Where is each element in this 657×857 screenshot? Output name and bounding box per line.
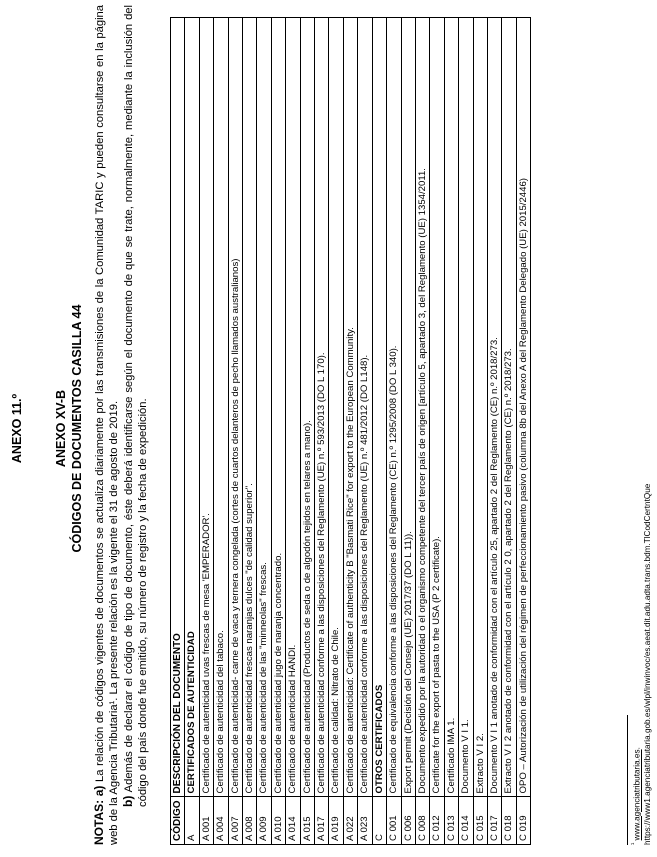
table-row [286,18,300,845]
note-b-marker: b) [121,795,135,807]
footnote-divider [627,715,628,845]
code-cell: C 017 [487,797,501,845]
table-row [444,18,458,845]
agencia-tributaria-link[interactable]: www.agenciatributaria.es [632,749,642,841]
description-cell: Certificado de autenticidad- carne de vaca y ternera congelada (cortes de cuartos delanteros de pecho llamados australianos) [228,18,242,797]
code-cell: A 023 [358,797,372,845]
code-cell: C 018 [502,797,516,845]
code-cell: A 015 [300,797,314,845]
note-a-marker: a) [92,785,106,797]
annex-subtitle: ANEXO XV-B [54,389,68,468]
code-cell: C [372,797,386,845]
table-row [473,18,487,845]
code-cell: A 019 [329,797,343,845]
description-column-header: DESCRIPCIÓN DEL DOCUMENTO [171,18,185,797]
description-cell: Documento V I 1 anotado de conformidad con el artículo 25, apartado 2 del Reglamento (CE) n.º 2018/273. [487,18,501,797]
taric-url[interactable]: https://www1.agenciatributaria.gob.es/wlpl/inwinvoc/es.aeat.dit.adu.adta.trans.bdm.TlCodCertntQue [642,483,652,845]
description-cell: Certificado de autenticidad uvas frescas de mesa 'EMPERADOR'. [199,18,213,797]
code-cell: C 008 [415,797,429,845]
table-body [185,18,531,845]
code-cell: A 022 [343,797,357,845]
table-row [343,18,357,845]
table-row [502,18,516,845]
code-cell: A 010 [271,797,285,845]
code-cell: C 014 [459,797,473,845]
description-cell: Certificado de autenticidad HANDI. [286,18,300,797]
description-cell: Certificado de autenticidad frescas naranjas dulces "de calidad superior". [243,18,257,797]
description-cell: Certificado de autenticidad jugo de naranja concentrado. [271,18,285,797]
description-cell: Documento V I 1. [459,18,473,797]
footnote-marker: ¹ [631,842,638,845]
code-cell: A 014 [286,797,300,845]
description-cell: Certificado de autenticidad conforme a las disposiciones del Reglamento (UE) n.º 593/2013 (DO L 170). [315,18,329,797]
footnote [630,484,653,845]
description-cell: Certificado de equivalencia conforme a las disposiciones del Reglamento (CE) n.º 1295/2008 (DO L 340). [387,18,401,797]
table-row [228,18,242,845]
description-cell: Certificado de autenticidad: Certificate of authenticity B "Basmati Rice" for export to the European Community. [343,18,357,797]
description-cell: Certificado de autenticidad de las "minneolas" frescas. [257,18,271,797]
notes-label: NOTAS: [92,799,106,845]
note-b [121,5,150,845]
table-row [271,18,285,845]
description-cell: Certificado de calidad: Nitrato de Chile. [329,18,343,797]
table-row [315,18,329,845]
notes-block [92,5,150,845]
description-cell: Extracto V I 2 anotado de conformidad con el artículo 2 0, apartado 2 del Reglamento (CE) n.º 2018/273. [502,18,516,797]
table-row [487,18,501,845]
code-cell: A 009 [257,797,271,845]
code-cell: C 013 [444,797,458,845]
table-row [459,18,473,845]
document-codes-title: CÓDIGOS DE DOCUMENTOS CASILLA 44 [70,304,84,553]
description-cell: OTROS CERTIFICADOS [372,18,386,797]
table-row [415,18,429,845]
description-cell: Documento expedido por la autoridad o el organismo competente del tercer país de origen [artículo 5, apartado 3, del Reglamento (UE) 1354/2011. [415,18,429,797]
code-cell: A 001 [199,797,213,845]
code-cell: A 007 [228,797,242,845]
note-b-text: Además de declarar el código de tipo de documento, éste deberá identificarse según el documento de que se trate, normalmente, mediante la inclusión del código del país donde fue emitido, su número de registro y la fecha de expedición. [123,5,149,807]
table-row [300,18,314,845]
table-row [401,18,415,845]
table-row [243,18,257,845]
code-cell: C 006 [401,797,415,845]
code-cell: C 015 [473,797,487,845]
table-row [214,18,228,845]
table-row [516,18,530,845]
code-cell: A 017 [315,797,329,845]
description-cell: Certificado de autenticidad del tabaco. [214,18,228,797]
description-cell: Certificado de autenticidad conforme a las disposiciones del Reglamento (UE) n.º 481/2012 (DO L148). [358,18,372,797]
code-cell: A 008 [243,797,257,845]
table-row [430,18,444,845]
description-cell: Certificado IMA 1. [444,18,458,797]
footnote-period: . [632,747,642,750]
annex-title: ANEXO 11.º [10,393,24,464]
note-a-text: La relación de códigos vigentes de documentos se actualiza diariamente por las transmisiones de la Comunidad TARIC y pueden consultarse en la página web de la Agencia Tributaria¹. La presente relación es la vigente el 31 de agosto de 2019. [94,4,120,845]
footnote-line [630,484,643,845]
section-row [372,18,386,845]
code-cell: A 004 [214,797,228,845]
table-row [257,18,271,845]
table-row [329,18,343,845]
table-row [199,18,213,845]
description-cell: OPO – Autorización de utilización del régimen de perfeccionamiento pasivo (columna 8b del Anexo A del Reglamento Delegado (UE) 2015/2446) [516,18,530,797]
description-cell: CERTIFICADOS DE AUTENTICIDAD [185,18,199,797]
table-header-row [171,18,185,845]
table-row [387,18,401,845]
code-cell: C 012 [430,797,444,845]
code-cell: C 001 [387,797,401,845]
section-row [185,18,199,845]
description-cell: Extracto V I 2. [473,18,487,797]
description-cell: Certificado de autenticidad (Productos de seda o de algodón tejidos en telares a mano). [300,18,314,797]
table-row [358,18,372,845]
document-codes-table [170,17,531,845]
code-cell: A [185,797,199,845]
code-column-header: CÓDIGO [171,797,185,845]
description-cell: Certificate for the export of pasta to the USA (P 2 certificate). [430,18,444,797]
code-cell: C 019 [516,797,530,845]
description-cell: Export permit (Decisión del Consejo (UE) 2017/37 (DO L 11)). [401,18,415,797]
note-a [92,5,121,845]
